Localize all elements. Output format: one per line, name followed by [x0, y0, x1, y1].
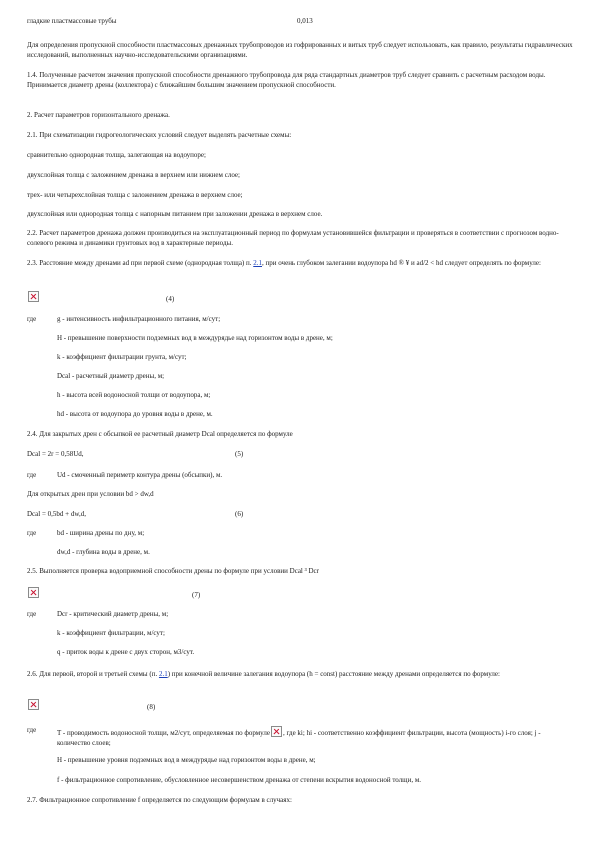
definition-item [57, 726, 575, 748]
paragraph-2-1: 2.1. При схематизации гидрогеологических условий следует выделять расчетные схемы: [27, 131, 292, 139]
where-label: где [27, 610, 37, 618]
definition-item: h - высота всей водоносной толщи от водоупора, м; [57, 391, 211, 399]
paragraph-2-3 [27, 259, 575, 269]
definition-item: dw,d - глубина воды в дрене, м. [57, 548, 150, 556]
definition-item: Dcal - расчетный диаметр дрены, м; [57, 372, 165, 380]
definition-item: Dcr - критический диаметр дрены, м; [57, 610, 169, 618]
formula-6: Dcal = 0,5bd + dw,d, [27, 510, 86, 518]
list-item: двухслойная толща с заложением дренажа в верхнем или нижнем слое; [27, 171, 240, 179]
where-label: где [27, 529, 37, 537]
list-item: двухслойная или однородная толща с напорным питанием при заложении дренажа в верхнем слое. [27, 210, 323, 218]
paragraph-2-6-text: 2.6. Для первой, второй и третьей схемы (п. [27, 670, 159, 678]
table-row-label: гладкие пластмассовые трубы [27, 17, 117, 25]
where-label: где [27, 726, 37, 734]
list-item: сравнительно однородная толща, залегающая на водоупоре; [27, 151, 206, 159]
equation-number-5: (5) [235, 450, 244, 458]
equation-number-4: (4) [166, 295, 175, 303]
definition-item: bd - ширина дрены по дну, м; [57, 529, 145, 537]
broken-image-icon [28, 291, 39, 302]
definition-item: g - интенсивность инфильтрационного питания, м/сут; [57, 315, 221, 323]
definition-text: T - проводимость водоносной толщи, м2/сут, определяемая по формуле [57, 729, 270, 737]
definition-item: H - превышение уровня подземных вод в междурядье над горизонтом воды в дрене, м; [57, 756, 316, 764]
definition-text-end: , где ki; hi - соответственно коэффициент фильтрации, высота (мощность) i-го слоя; j - количество слоев; [57, 729, 541, 747]
paragraph-2-4: 2.4. Для закрытых дрен с обсыпкой ее расчетный диаметр Dcal определяется по формуле [27, 430, 293, 438]
equation-number-8: (8) [147, 703, 156, 711]
formula-5: Dcal = 2r = 0,58Ud, [27, 450, 84, 458]
paragraph-intro: Для определения пропускной способности пластмассовых дренажных трубопроводов из гофрированных и витых труб следует использовать, как правило, результаты гидравлических исследований, выполненных научно-исследовательскими организациями. [27, 41, 573, 59]
link-2-1[interactable]: 2.1 [253, 259, 262, 267]
paragraph-2-7: 2.7. Фильтрационное сопротивление f определяется по следующим формулам в случаях: [27, 796, 292, 804]
paragraph-1-4: 1.4. Полученные расчетом значения пропускной способности дренажного трубопровода для ряда стандартных диаметров труб следует сравнить с расчетным расходом воды. Принимается диаметр дрены (коллектора) с ближайшим большим значением пропускной способности. [27, 71, 546, 89]
paragraph-2-3-text: 2.3. Расстояние между дренами ad при первой схеме (однородная толща) п. [27, 259, 254, 267]
definition-item: q - приток воды к дрене с двух сторон, м3/сут. [57, 648, 195, 656]
table-row-value: 0,013 [297, 17, 313, 25]
where-label: где [27, 471, 37, 479]
broken-image-icon [271, 726, 282, 737]
definition-item: f - фильтрационное сопротивление, обусловленное несовершенством дренажа от степени вскрытия водоносной толщи, м. [57, 776, 421, 784]
paragraph-open-drains: Для открытых дрен при условии bd > dw,d [27, 490, 154, 498]
paragraph-2-6-text-end: ) при конечной величине залегания водоупора (h = const) расстояние между дренами определяется по формуле: [167, 670, 500, 678]
definition-item: k - коэффициент фильтрации грунта, м/сут; [57, 353, 187, 361]
list-item: трех- или четырехслойная толща с заложением дренажа в верхнем слое; [27, 191, 243, 199]
definition-item: Ud - смоченный периметр контура дрены (обсыпки), м. [57, 471, 223, 479]
paragraph-2-5: 2.5. Выполняется проверка водоприемной способности дрены по формуле при условии Dcal ³ Dcr [27, 567, 319, 575]
equation-number-6: (6) [235, 510, 244, 518]
definition-item: k - коэффициент фильтрации, м/сут; [57, 629, 165, 637]
equation-number-7: (7) [192, 591, 201, 599]
broken-image-icon [28, 587, 39, 598]
where-label: где [27, 315, 37, 323]
link-2-1[interactable]: 2.1 [158, 670, 168, 678]
definition-item: H - превышение поверхности подземных вод в междурядье над горизонтом воды в дрене, м; [57, 334, 333, 342]
definition-item: hd - высота от водоупора до уровня воды в дрене, м. [57, 410, 213, 418]
paragraph-2-2: 2.2. Расчет параметров дренажа должен производиться на эксплуатационный период по формулам установившейся фильтрации и проверяться в соответствии с прогнозом водно-солевого режима и динамики грунтовых вод в характерные периоды. [27, 229, 559, 247]
broken-image-icon [28, 699, 39, 710]
paragraph-2-6 [27, 670, 575, 680]
paragraph-2-3-text-end: , при очень глубоком залегании водоупора hd ® ¥ и ad/2 < hd следует определять по формуле: [262, 259, 541, 267]
heading-section-2: 2. Расчет параметров горизонтального дренажа. [27, 111, 170, 119]
